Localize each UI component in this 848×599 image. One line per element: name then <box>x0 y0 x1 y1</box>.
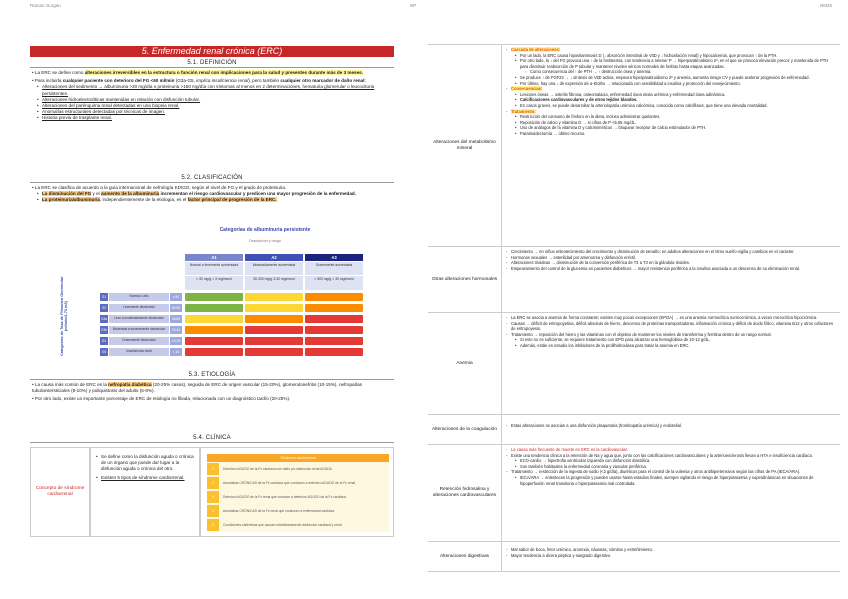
col-a2: A2 <box>245 254 303 261</box>
risk-cell <box>245 326 303 334</box>
initials-runhead: NP <box>410 3 417 8</box>
definition-text: • La ERC se define como alteraciones irreversibles en la estructura o función renal con implicaciones para la salud y presentes durante más de 3 meses. • Para incluirla cualquier paciente con deterioro del FG <60 ml/min (G3a-G5, implica insuficiencia renal), pero también cualquier otro marcador de daño renal: • Alteraciones del sedimento → albuminuria >30 mg/día o proteinuria >150 mg/día con síntomas al menos en 2 determinaciones, hematuria glomerular o leucocituria persistentes. • Alteraciones hidroelectrolíticas mantenidas en relación con disfunción tubular. • Alteraciones del parénquima renal detectadas en una biopsia renal. • Anomalías estructurales detectadas por técnicas de imagen. • Historia previa de trasplante renal. <box>32 70 392 122</box>
risk-cell <box>305 293 363 301</box>
risk-cell <box>245 293 303 301</box>
author-runhead: Raman Gurgan <box>30 3 61 8</box>
marker-item: • Alteraciones hidroelectrolíticas mantenidas en relación con disfunción tubular. <box>42 97 392 103</box>
table-row-metabolism: Alteraciones del metabolismo mineral - Cascada de alteraciones: • Por un lado, la ERC causa hipovitaminosis D (↓ absorción intestinal de VitD y ↓ hidroxilación renal) y hipocalcemia, que provocan ↑ de la PTH. • Por otro lado, la ↓ del FG provoca una ↑ de la fosfatemia, con tendencia a retener P → hiperparatiroidismo 2º, en el que se provoca elevación precoz y mantenida de PTH para disminuir reabsorción de P tubular y mantener niveles séricos normales de fosfato hasta etapas avanzadas. ◦ Como consecuencia del ↑ de PTH → ↑ destrucción ósea y anemia. • Se produce ↑ de FGF23 → ↓ síntesis de VitD activa, empeora hiperparatiroidismo 2º y anemia, aumenta riesgo CV y puede acelerar progresión de enfermedad. • Por último, hay una ↓ de expresión de α-Klotho → relacionada con sensibilidad a insulina y protección del envejecimiento. - Consecuencias: • Lesiones óseas → osteítis fibrosa, osteomalacia, enfermedad ósea mixta urémica y enfermedad ósea adinámica. • Calcificaciones cardiovasculares y de otros tejidos blandos. • En casos graves, se puede desarrollar la arteriolopatía urémica calcémica, conocida como calcifilaxis, que tiene una elevada mortalidad. - Tratamiento: • Restricción del consumo de fósforo en la dieta, incluso administrar quelantes. • Reposición de calcio y vitamina D → si cifras de P <5.55 mg/dL. • Uso de análogos de la vitamina D y calcimiméticos → bloquear receptor de calcio estimulador de PTH. • Paratiroidectomía → último recurso. <box>428 44 840 247</box>
row-label: Alteraciones de la coagulación <box>428 415 502 444</box>
table-row: 4 Anomalías CRÓNICAS de la Fx renal que conducen a enfermedad cardíaca <box>207 505 389 517</box>
row-g1-range: ≥ 90 <box>170 293 182 301</box>
section-clasificacion: 5.2. CLASIFICACIÓN <box>30 174 394 183</box>
risk-cell <box>305 337 363 345</box>
row-label: Anemia <box>428 313 502 414</box>
row-label: Retención hidrosalina y alteraciones cardiovasculares <box>428 445 502 541</box>
risk-cell <box>245 304 303 312</box>
risk-cell <box>185 315 243 323</box>
row-label: Alteraciones digestivas <box>428 542 502 571</box>
table-row-cardiovascular: Retención hidrosalina y alteraciones cardiovasculares - La causa más frecuente de muerte en ERC es la cardiovascular. - Existe una tendencia clínica a la retención de Na y agua que, junto con las calcificaciones cardiovasculares y la arterioesclerosis llevan a HTA e insuficiencia cardíaca. • ECO-cardio → hipertrofia ventricular izquierda con disfunción diastólica. • Son también habituales la enfermedad coronaria y vascular periférica. - Tratamiento → restricción de la ingesta de sodio (<2 g/día), diuréticos para el control de la volemia y otros antihipertensivos según las cifras de PA (IECA/ARA). • IECA/ARA → enlentecen la progresión y pueden usarse hasta estadios finales, siempre vigilando el riesgo de hiperpotasemia y superdinámicas en situaciones de hipoperfusión renal transitoria o hiperpotasemia mal controlada. <box>428 445 840 542</box>
col-a3: A3 <box>305 254 363 261</box>
risk-cell <box>185 326 243 334</box>
row-g3a-name: Leve a moderadamente disminuido <box>109 315 169 323</box>
row-g2-code: G2 <box>101 306 107 310</box>
row-g2-range: 60-89 <box>171 306 181 310</box>
col-a1-range: < 30 mg/g < 3 mg/mmol <box>185 276 243 290</box>
risk-cell <box>305 348 363 356</box>
row-g4-code: G4 <box>101 339 107 343</box>
row-g4-range: 15-29 <box>171 339 181 343</box>
etiology-text: • La causa más común de ERC es la nefropatía diabética (20-25% casos), seguida de ERC de origen vascular (15-20%), glomerulonefritis (10-15%), nefropatías tubulointersticiales (8-10%) y poliquistosis del adulto (5-8%). • Por otro lado, existe un importante porcentaje de ERC de etiología no filiada, relacionada con un diagnóstico tardío (20-25%). <box>32 382 362 402</box>
table-row-hormonal: Otras alteraciones hormonales - Crecimiento → en niños enlentecimiento del crecimiento y disminución de tamaño; en adultos alteraciones en el ritmo sueño-vigilia y cambios en el carácter. - Hormonas sexuales → esterilidad por amenorrea y disfunción eréctil. - Alteraciones tiroideas → disminución de la conversión periférica de T4 a T3 en la glándula tiroides. - Empeoramiento del control de la glucemia en pacientes diabéticos → mayor resistencia periférica a la insulina asociada a un descenso de su eliminación renal. <box>428 247 840 313</box>
row-g5-code: G5 <box>101 350 107 354</box>
row-g1-name: Normal o alto <box>109 293 169 301</box>
risk-cell <box>245 337 303 345</box>
col-a1: A1 <box>185 254 243 261</box>
row-g3a-range: 45-59 <box>171 317 181 321</box>
table-row: 1 Deterioro AGUDO de la Fx cardíaca con daño y/o disfunción renal AGUDA <box>207 463 389 475</box>
chapter-title: 5. Enfermedad renal crónica (ERC) <box>30 46 394 57</box>
row-g3b-range: 30-44 <box>171 328 181 332</box>
row-g3b-name: Moderada a severamente disminuido <box>109 326 169 334</box>
cardiorenal-table-cell <box>200 447 394 537</box>
col-a3-desc: Gravemente aumentada <box>305 262 363 275</box>
table-row-digestive: Alteraciones digestivas - Mal sabor de boca, fetor urémico, anorexia, náuseas, vómitos y estreñimiento. - Mayor tendencia a úlcera péptica y sangrado digestivo. <box>428 542 840 572</box>
row-label: Otras alteraciones hormonales <box>428 247 502 312</box>
row-g3b-code: G3b <box>100 328 108 332</box>
cardiorenal-table-header: Síndrome cardiorrenal <box>207 454 389 462</box>
right-page <box>424 0 848 599</box>
figure-title: Categorías de albuminuria persistente <box>219 227 311 233</box>
col-a3-range: > 300 mg/g > 30 mg/mmol <box>305 276 363 290</box>
cardiorenal-description: • Se define como la disfunción aguda o crónica de un órgano que puede dar lugar a la disfunción aguda o crónica del otro. • Existen 5 tipos de síndrome cardiorrenal. <box>90 447 200 537</box>
marker-item: • Anomalías estructurales detectadas por técnicas de imagen. <box>42 109 392 115</box>
risk-cell <box>185 293 243 301</box>
row-g1-code: G1 <box>101 295 107 299</box>
row-label: Alteraciones del metabolismo mineral <box>428 45 502 246</box>
risk-cell <box>185 337 243 345</box>
marker-item: • Historia previa de trasplante renal. <box>42 115 392 121</box>
risk-cell <box>305 326 363 334</box>
row-g3a-code: G3a <box>100 317 108 321</box>
risk-cell <box>185 348 243 356</box>
row-g5-name: Insuficiencia renal <box>109 348 169 356</box>
marker-item: • Alteraciones del parénquima renal detectadas en una biopsia renal. <box>42 103 392 109</box>
col-a2-desc: Moderadamente aumentada <box>245 262 303 275</box>
cardiorenal-label: Concepto de síndrome cardiorrenal <box>30 447 90 537</box>
right-runhead: NM25 <box>820 3 833 8</box>
risk-cell <box>305 315 363 323</box>
col-a2-range: 30-300 mg/g 3-30 mg/mmol <box>245 276 303 290</box>
col-a1-desc: Normal a levemente aumentada <box>185 262 243 275</box>
row-g2-name: Levemente disminuido <box>109 304 169 312</box>
risk-cell <box>305 304 363 312</box>
table-row: 2 Anomalías CRÓNICAS de la Fx cardíaca que conducen a deterioro AGUDO de la Fx renal <box>207 477 389 489</box>
table-row-coagulation: Alteraciones de la coagulación - Estas alteraciones se asocian a una disfunción plaquetaria (trombopatía urémica) y endotelial. <box>428 415 840 445</box>
risk-cell <box>245 348 303 356</box>
risk-cell <box>185 304 243 312</box>
table-row-anemia: Anemia - La ERC se asocia a anemia de forma constante; existen muy pocas excepciones (EPOA) → es una anemia normocítica normocrómica, a veces microcítica hipocrómica. - Causas → déficit de eritropoyetina, déficit absoluto de hierro, descenso de proteínas transportadoras, inflamación crónica y déficit de ácido fólico, vitamina B12 y otros cofactores de eritropoyesis. - Tratamiento → reposición del hierro y las vitaminas con el objetivo de mantener los niveles de transferrina y ferritina dentro de un rango normal. • Si esto no es suficiente, se requiere tratamiento con EPO para alcanzar una hemoglobina de 10-12 g/dL. • Además, están en estudio los inhibidores de la prolilhidroxilasa para tratar la anemia en ERC. <box>428 313 840 415</box>
section-clinica: 5.4. CLÍNICA <box>30 434 394 443</box>
section-etiologia: 5.3. ETIOLOGÍA <box>30 371 394 380</box>
classification-text: • La ERC se clasifica de acuerdo a la guía internacional de nefrología KDIGO, según el nivel de FG y el grado de proteinuria. • La disminución del FG y el aumento de la albuminuria incrementan el riesgo cardiovascular y predicen una mayor progresión de la enfermedad. • La proteinuria/albuminuria, independientemente de la etiología, es el factor principal de progresión de la ERC. <box>32 185 392 204</box>
row-g5-range: < 15 <box>170 348 182 356</box>
kdigo-figure <box>60 224 370 364</box>
section-definicion: 5.1. DEFINICIÓN <box>30 59 394 68</box>
figure-subtitle: Descripción y rango <box>249 239 281 243</box>
table-row: 5 Condiciones sistémicas que causan simultáneamente disfunción cardíaca y renal <box>207 519 389 531</box>
marker-item: • Alteraciones del sedimento → albuminuria >30 mg/día o proteinuria >150 mg/día con síntomas al menos en 2 determinaciones, hematuria glomerular o leucocituria persistentes. <box>42 84 392 96</box>
figure-ylabel: Categorías de Tasa de Filtración Glomerular (ml/min/1,73 m2) <box>60 276 68 357</box>
row-g4-name: Gravemente disminuido <box>109 337 169 345</box>
risk-cell <box>245 315 303 323</box>
cardiorenal-types-table <box>207 454 389 532</box>
table-row: 3 Deterioro AGUDO de la Fx renal que conduce a deterioro AGUDO de la Fx cardíaca <box>207 491 389 503</box>
